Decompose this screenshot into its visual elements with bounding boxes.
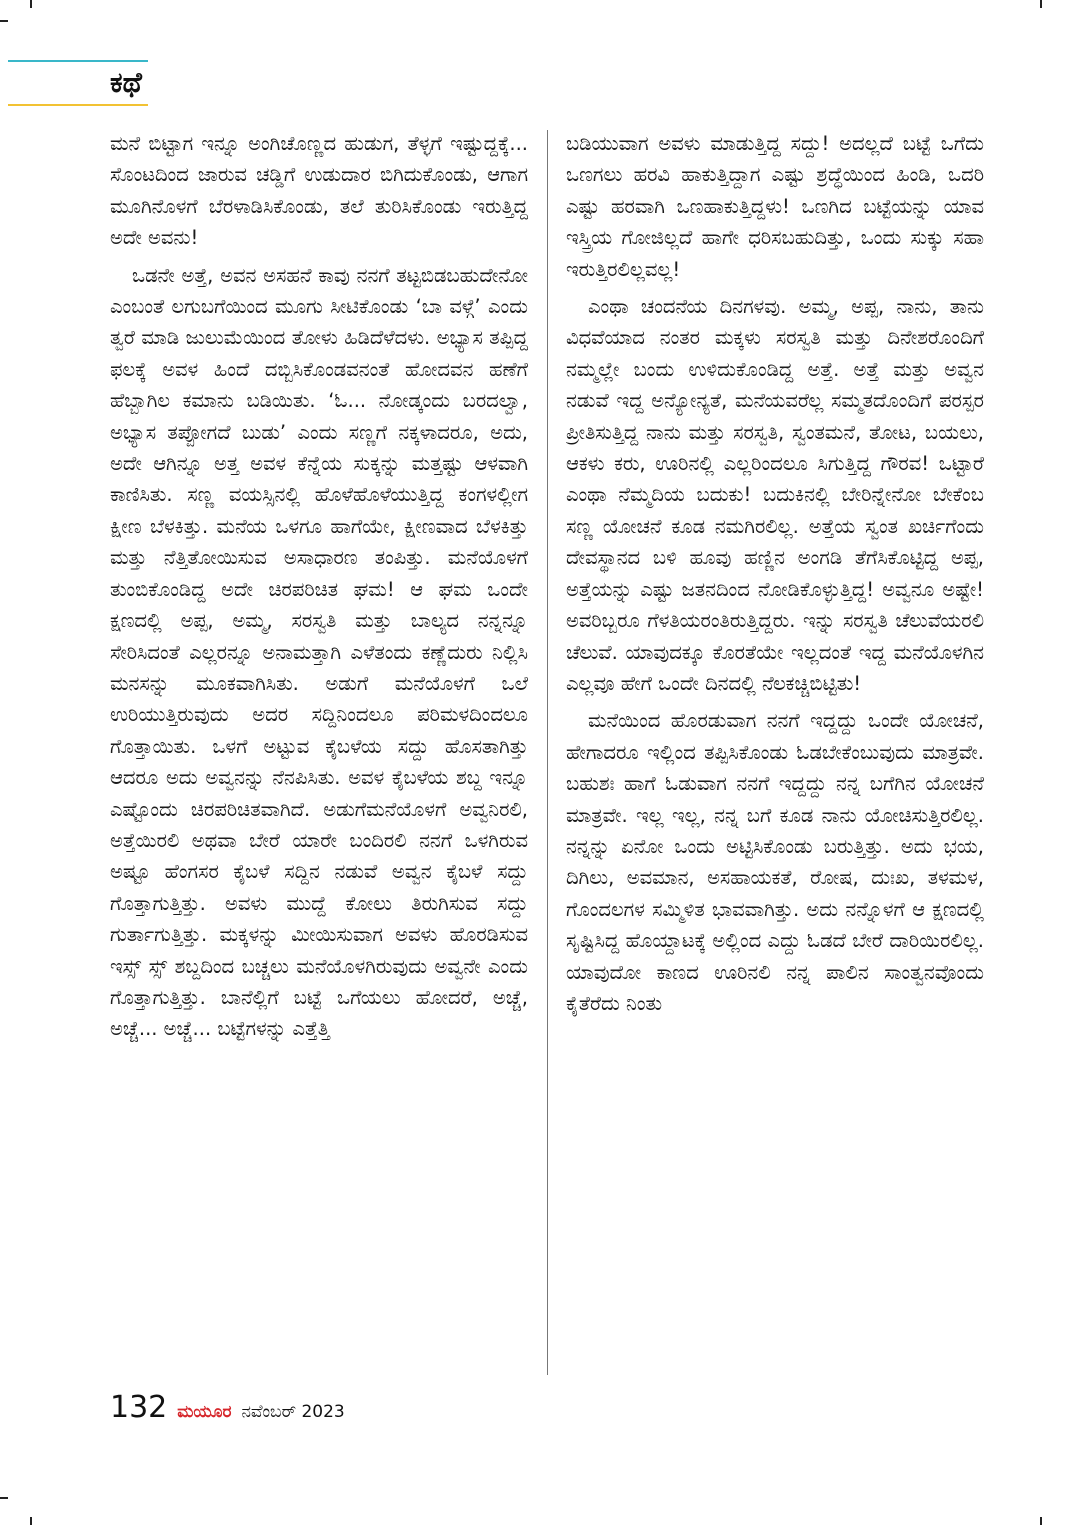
crop-mark [30,1517,32,1525]
right-column [566,128,984,1378]
page-number: 132 [110,1390,168,1425]
paragraph: ಮನೆಯಿಂದ ಹೊರಡುವಾಗ ನನಗೆ ಇದ್ದದ್ದು ಒಂದೇ ಯೋಚನೆ, ಹೇಗಾದರೂ ಇಲ್ಲಿಂದ ತಪ್ಪಿಸಿಕೊಂಡು ಓಡಬೇಕೆಂಬುವುದು ಮಾತ್ರವೇ. ಬಹುಶಃ ಹಾಗೆ ಓಡುವಾಗ ನನಗೆ ಇದ್ದದ್ದು ನನ್ನ ಬಗೆಗಿನ ಯೋಚನೆ ಮಾತ್ರವೇ. ಇಲ್ಲ ಇಲ್ಲ, ನನ್ನ ಬಗೆ ಕೂಡ ನಾನು ಯೋಚಿಸುತ್ತಿರಲಿಲ್ಲ. ನನ್ನನ್ನು ಏನೋ ಒಂದು ಅಟ್ಟಿಸಿಕೊಂಡು ಬರುತ್ತಿತ್ತು. ಅದು ಭಯ, ದಿಗಿಲು, ಅವಮಾನ, ಅಸಹಾಯಕತೆ, ರೋಷ, ದುಃಖ, ತಳಮಳ, ಗೊಂದಲಗಳ ಸಮ್ಮಿಳಿತ ಭಾವವಾಗಿತ್ತು. ಅದು ನನ್ನೊಳಗೆ ಆ ಕ್ಷಣದಲ್ಲಿ ಸೃಷ್ಟಿಸಿದ್ದ ಹೊಯ್ದಾಟಕ್ಕೆ ಅಲ್ಲಿಂದ ಎದ್ದು ಓಡದೆ ಬೇರೆ ದಾರಿಯಿರಲಿಲ್ಲ. ಯಾವುದೋ ಕಾಣದ ಊರಿನಲಿ ನನ್ನ ಪಾಲಿನ ಸಾಂತ್ವನವೊಂದು ಕೈತೆರೆದು ನಿಂತು [566,709,984,1015]
crop-mark [30,0,32,8]
crop-mark [0,20,8,22]
crop-mark [1040,1517,1042,1525]
magazine-logo: ಮಯೂರ [177,1402,232,1422]
left-column [110,128,528,1378]
column-divider [547,130,548,1375]
paragraph: ಎಂಥಾ ಚಂದನೆಯ ದಿನಗಳವು. ಅಮ್ಮ, ಅಪ್ಪ, ನಾನು, ತಾನು ವಿಧವೆಯಾದ ನಂತರ ಮಕ್ಕಳು ಸರಸ್ವತಿ ಮತ್ತು ದಿನೇಶರೊಂದಿಗೆ ನಮ್ಮಲ್ಲೇ ಬಂದು ಉಳಿದುಕೊಂಡಿದ್ದ ಅತ್ತೆ. ಅತ್ತೆ ಮತ್ತು ಅವ್ವನ ನಡುವೆ ಇದ್ದ ಅನ್ಯೋನ್ಯತೆ, ಮನೆಯವರೆಲ್ಲ ಸಮ್ಮತದೊಂದಿಗೆ ಪರಸ್ಪರ ಪ್ರೀತಿಸುತ್ತಿದ್ದ ನಾನು ಮತ್ತು ಸರಸ್ವತಿ, ಸ್ವಂತಮನೆ, ತೋಟ, ಬಯಲು, ಆಕಳು ಕರು, ಊರಿನಲ್ಲಿ ಎಲ್ಲರಿಂದಲೂ ಸಿಗುತ್ತಿದ್ದ ಗೌರವ! ಒಟ್ಟಾರೆ ಎಂಥಾ ನೆಮ್ಮದಿಯ ಬದುಕು! ಬದುಕಿನಲ್ಲಿ ಬೇರಿನ್ನೇನೋ ಬೇಕೆಂಬ ಸಣ್ಣ ಯೋಚನೆ ಕೂಡ ನಮಗಿರಲಿಲ್ಲ. ಅತ್ತೆಯ ಸ್ವಂತ ಖರ್ಚಿಗೆಂದು ದೇವಸ್ಥಾನದ ಬಳಿ ಹೂವು ಹಣ್ಣಿನ ಅಂಗಡಿ ತೆಗೆಸಿಕೊಟ್ಟಿದ್ದ ಅಪ್ಪ, ಅತ್ತೆಯನ್ನು ಎಷ್ಟು ಜತನದಿಂದ ನೋಡಿಕೊಳ್ಳುತ್ತಿದ್ದ! ಅವ್ವನೂ ಅಷ್ಟೇ! ಅವರಿಬ್ಬರೂ ಗೆಳತಿಯರಂತಿರುತ್ತಿದ್ದರು. ಇನ್ನು ಸರಸ್ವತಿ ಚೆಲುವೆಯರಲಿ ಚೆಲುವೆ. ಯಾವುದಕ್ಕೂ ಕೊರತೆಯೇ ಇಲ್ಲದಂತೆ ಇದ್ದ ಮನೆಯೊಳಗಿನ ಎಲ್ಲವೂ ಹೇಗೆ ಒಂದೇ ದಿನದಲ್ಲಿ ನೆಲಕಚ್ಚಿಬಿಟ್ಟಿತು! [566,295,984,695]
header-rule-bottom [8,104,148,106]
paragraph: ಒಡನೇ ಅತ್ತೆ, ಅವನ ಅಸಹನೆ ಕಾವು ನನಗೆ ತಟ್ಟಬಿಡಬಹುದೇನೋ ಎಂಬಂತೆ ಲಗುಬಗೆಯಿಂದ ಮೂಗು ಸೀಟಿಕೊಂಡು ‘ಬಾ ವಳ್ಗೆ’ ಎಂದು ತ್ವರೆ ಮಾಡಿ ಜುಲುಮೆಯಿಂದ ತೋಳು ಹಿಡಿದೆಳೆದಳು. ಅಭ್ಯಾಸ ತಪ್ಪಿದ್ದ ಫಲಕ್ಕೆ ಅವಳ ಹಿಂದೆ ದಬ್ಬಿಸಿಕೊಂಡವನಂತೆ ಹೋದವನ ಹಣೆಗೆ ಹೆಬ್ಬಾಗಿಲ ಕಮಾನು ಬಡಿಯಿತು. ‘ಓ... ನೋಡ್ಕಂದು ಬರದಲ್ವಾ, ಅಭ್ಯಾಸ ತಪ್ಪೋಗದೆ ಬುಡು’ ಎಂದು ಸಣ್ಣಗೆ ನಕ್ಕಳಾದರೂ, ಅದು, ಅದೇ ಆಗಿನ್ನೂ ಅತ್ತ ಅವಳ ಕೆನ್ನೆಯ ಸುಕ್ಕನ್ನು ಮತ್ತಷ್ಟು ಆಳವಾಗಿ ಕಾಣಿಸಿತು. ಸಣ್ಣ ವಯಸ್ಸಿನಲ್ಲಿ ಹೊಳೆಹೊಳೆಯುತ್ತಿದ್ದ ಕಂಗಳಲ್ಲೀಗ ಕ್ಷೀಣ ಬೆಳಕಿತ್ತು. ಮನೆಯ ಒಳಗೂ ಹಾಗೆಯೇ, ಕ್ಷೀಣವಾದ ಬೆಳಕಿತ್ತು ಮತ್ತು ನೆತ್ತಿತೋಯಿಸುವ ಅಸಾಧಾರಣ ತಂಪಿತ್ತು. ಮನೆಯೊಳಗೆ ತುಂಬಿಕೊಂಡಿದ್ದ ಅದೇ ಚಿರಪರಿಚಿತ ಘಮ! ಆ ಘಮ ಒಂದೇ ಕ್ಷಣದಲ್ಲಿ ಅಪ್ಪ, ಅಮ್ಮ, ಸರಸ್ವತಿ ಮತ್ತು ಬಾಲ್ಯದ ನನ್ನನ್ನೂ ಸೇರಿಸಿದಂತೆ ಎಲ್ಲರನ್ನೂ ಅನಾಮತ್ತಾಗಿ ಎಳೆತಂದು ಕಣ್ಣೆದುರು ನಿಲ್ಲಿಸಿ ಮನಸನ್ನು ಮೂಕವಾಗಿಸಿತು. ಅಡುಗೆ ಮನೆಯೊಳಗೆ ಒಲೆ ಉರಿಯುತ್ತಿರುವುದು ಅದರ ಸದ್ದಿನಿಂದಲೂ ಪರಿಮಳದಿಂದಲೂ ಗೊತ್ತಾಯಿತು. ಒಳಗೆ ಅಟ್ಟುವ ಕೈಬಳೆಯ ಸದ್ದು ಹೊಸತಾಗಿತ್ತು ಆದರೂ ಅದು ಅವ್ವನನ್ನು ನೆನಪಿಸಿತು. ಅವಳ ಕೈಬಳೆಯ ಶಬ್ದ ಇನ್ನೂ ಎಷ್ಟೊಂದು ಚಿರಪರಿಚಿತವಾಗಿದೆ. ಅಡುಗೆಮನೆಯೊಳಗೆ ಅವ್ವನಿರಲಿ, ಅತ್ತೆಯಿರಲಿ ಅಥವಾ ಬೇರೆ ಯಾರೇ ಬಂದಿರಲಿ ನನಗೆ ಒಳಗಿರುವ ಅಷ್ಟೂ ಹೆಂಗಸರ ಕೈಬಳೆ ಸದ್ದಿನ ನಡುವೆ ಅವ್ವನ ಕೈಬಳೆ ಸದ್ದು ಗೊತ್ತಾಗುತ್ತಿತ್ತು. ಅವಳು ಮುದ್ದೆ ಕೋಲು ತಿರುಗಿಸುವ ಸದ್ದು ಗುರ್ತಾಗುತ್ತಿತ್ತು. ಮಕ್ಕಳನ್ನು ಮೀಯಿಸುವಾಗ ಅವಳು ಹೊರಡಿಸುವ ಇಸ್ಸ್ ಸ್ಸ್ ಶಬ್ದದಿಂದ ಬಚ್ಚಲು ಮನೆಯೊಳಗಿರುವುದು ಅವ್ವನೇ ಎಂದು ಗೊತ್ತಾಗುತ್ತಿತ್ತು. ಬಾನೆಲ್ಲಿಗೆ ಬಟ್ಟೆ ಒಗೆಯಲು ಹೋದರೆ, ಅಚ್ಚೆ, ಅಚ್ಚೆ... ಅಚ್ಚೆ... ಬಟ್ಟೆಗಳನ್ನು ಎತ್ತೆತ್ತಿ [110,263,528,1041]
issue-date: ನವೆಂಬರ್ 2023 [241,1402,345,1422]
crop-mark [1040,0,1042,8]
section-title: ಕಥೆ [110,66,142,99]
paragraph: ಬಡಿಯುವಾಗ ಅವಳು ಮಾಡುತ್ತಿದ್ದ ಸದ್ದು! ಅದಲ್ಲದೆ ಬಟ್ಟೆ ಒಗೆದು ಒಣಗಲು ಹರವಿ ಹಾಕುತ್ತಿದ್ದಾಗ ಎಷ್ಟು ಶ್ರದ್ಧೆಯಿಂದ ಹಿಂಡಿ, ಒದರಿ ಎಷ್ಟು ಹರವಾಗಿ ಒಣಹಾಕುತ್ತಿದ್ದಳು! ಒಣಗಿದ ಬಟ್ಟೆಯನ್ನು ಯಾವ ಇಸ್ತ್ರಿಯ ಗೋಜಿಲ್ಲದೆ ಹಾಗೇ ಧರಿಸಬಹುದಿತ್ತು, ಒಂದು ಸುಕ್ಕು ಸಹಾ ಇರುತ್ತಿರಲಿಲ್ಲವಲ್ಲ! [566,132,984,281]
paragraph: ಮನೆ ಬಿಟ್ಟಾಗ ಇನ್ನೂ ಅಂಗಿಚೊಣ್ಣದ ಹುಡುಗ, ತೆಳ್ಳಗೆ ಇಷ್ಟುದ್ದಕ್ಕೆ... ಸೊಂಟದಿಂದ ಜಾರುವ ಚಡ್ಡಿಗೆ ಉಡುದಾರ ಬಿಗಿದುಕೊಂಡು, ಆಗಾಗ ಮೂಗಿನೊಳಗೆ ಬೆರಳಾಡಿಸಿಕೊಂಡು, ತಲೆ ತುರಿಸಿಕೊಂಡು ಇರುತ್ತಿದ್ದ ಅದೇ ಅವನು! [110,132,528,250]
page-footer [110,1390,345,1425]
header-rule-top [8,60,148,62]
crop-mark [0,1497,8,1499]
